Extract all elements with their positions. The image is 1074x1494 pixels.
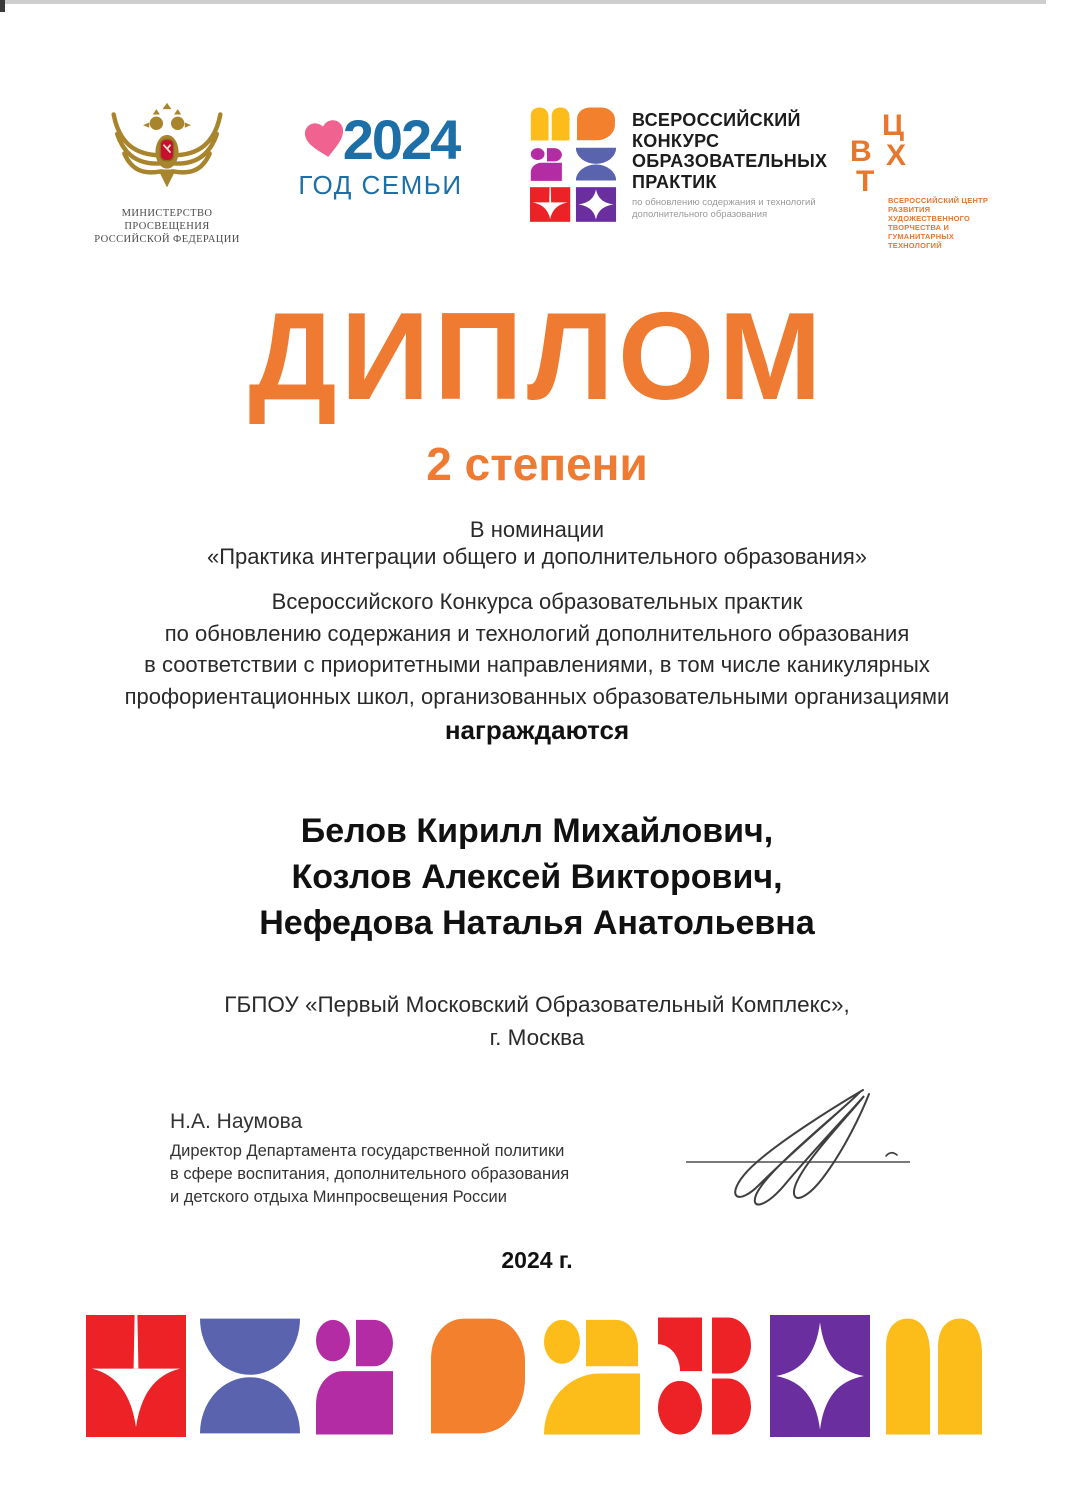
contest-title-line: ПРАКТИК <box>632 171 717 192</box>
contest-description-line: по обновлению содержания и технологий дополнительного образования <box>164 620 910 646</box>
ministry-logo <box>92 102 242 246</box>
mosaic-tile-arches-icon <box>884 1315 984 1437</box>
mosaic-tile-kv-icon <box>656 1315 756 1437</box>
recipient-name: Белов Кирилл Михайлович, <box>300 812 774 850</box>
vcht-letter: Т <box>856 165 875 198</box>
vcht-caption-line: ТЕХНОЛОГИЙ <box>888 241 942 250</box>
contest-title-line: ОБРАЗОВАТЕЛЬНЫХ <box>632 151 828 171</box>
vcht-letter: Ц <box>882 109 904 142</box>
vcht-letter: В <box>850 135 872 168</box>
mosaic-tile-blob-icon <box>428 1315 528 1437</box>
double-headed-eagle-icon <box>104 102 230 198</box>
signatory-position-line: и детского отдыха Минпросвещения России <box>170 1188 507 1206</box>
recipient-name: Козлов Алексей Викторович, <box>291 858 783 896</box>
vcht-caption-line: РАЗВИТИЯ ХУДОЖЕСТВЕННОГО <box>888 205 971 223</box>
signatory-name: Н.А. Наумова <box>170 1110 303 1133</box>
heart-icon <box>298 112 351 163</box>
diploma-degree: 2 степени <box>426 438 648 490</box>
nomination-name: «Практика интеграции общего и дополнительного образования» <box>206 544 868 569</box>
decorative-mosaic-band <box>86 1315 984 1437</box>
vcht-letter: Х <box>886 139 907 172</box>
family-year-number: 2024 <box>342 108 460 171</box>
diploma-title: ДИПЛОМ <box>248 288 826 426</box>
family-year-logo <box>293 108 468 201</box>
nomination-intro: В номинации <box>469 517 605 542</box>
vcht-letters <box>848 109 923 198</box>
scan-corner-artifact <box>0 0 5 12</box>
contest-title-line: ВСЕРОССИЙСКИЙ <box>632 110 801 130</box>
family-year-subtitle: ГОД СЕМЬИ <box>298 170 463 200</box>
scan-edge-artifact <box>0 0 1046 4</box>
vcht-caption-line: ВСЕРОССИЙСКИЙ ЦЕНТР <box>888 196 989 205</box>
contest-title-line: КОНКУРС <box>632 130 720 151</box>
year-label: 2024 г. <box>501 1247 573 1273</box>
mosaic-tile-figure-icon <box>542 1315 642 1437</box>
organization-line: ГБПОУ «Первый Московский Образовательный Комплекс», <box>224 992 850 1017</box>
organization-line: г. Москва <box>489 1025 585 1050</box>
mosaic-tile-figure-icon <box>314 1315 414 1437</box>
mosaic-tiles-icon <box>530 106 618 226</box>
recipients-list <box>0 808 1074 946</box>
ministry-caption-line: РОССИЙСКОЙ ФЕДЕРАЦИИ <box>94 234 240 245</box>
signatory-position-line: в сфере воспитания, дополнительного образования <box>170 1165 570 1183</box>
contest-description-line: профориентационных школ, организованных образовательными организациями <box>124 683 950 709</box>
contest-subtitle-line: дополнительного образования <box>632 208 768 220</box>
recipient-name: Нефедова Наталья Анатольевна <box>259 904 815 942</box>
vcht-caption-line: ТВОРЧЕСТВА И ГУМАНИТАРНЫХ <box>888 223 955 241</box>
mosaic-tile-star-icon <box>770 1315 870 1437</box>
contest-logo <box>530 106 827 226</box>
contest-description-line: в соответствии с приоритетными направлениями, в том числе каникулярных <box>144 652 930 677</box>
award-word: награждаются <box>444 715 630 745</box>
vcht-logo <box>848 109 998 250</box>
mosaic-tile-hourglass-icon <box>200 1315 300 1437</box>
handwritten-signature-icon <box>648 1072 958 1227</box>
contest-description-line: Всероссийского Конкурса образовательных практик <box>271 589 803 614</box>
signatory-position-line: Директор Департамента государственной политики <box>170 1142 565 1160</box>
contest-description <box>0 586 1074 712</box>
signatory-position <box>170 1140 569 1209</box>
contest-subtitle-line: по обновлению содержания и технологий <box>632 197 816 208</box>
mosaic-tile-m-icon <box>86 1315 186 1437</box>
organization <box>0 988 1074 1054</box>
ministry-caption-line: МИНИСТЕРСТВО ПРОСВЕЩЕНИЯ <box>121 208 213 232</box>
